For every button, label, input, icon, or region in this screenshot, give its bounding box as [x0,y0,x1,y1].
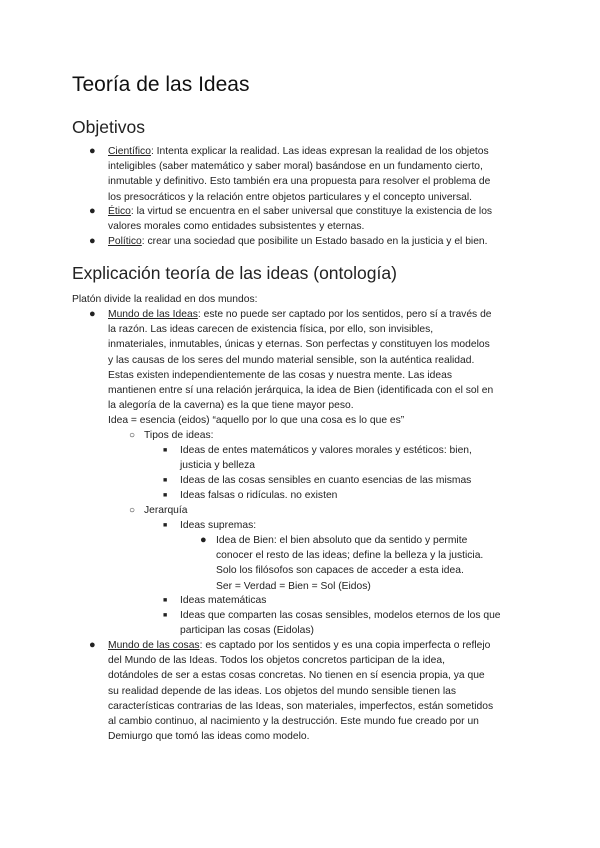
objetivo-cientifico: Científico: Intenta explicar la realidad. Las ideas expresan la realidad de los objetos inteligibles (saber matemático y saber moral) basándose en un fundamento cierto, inmutable y definitivo. Esto también era una propuesta para resolver el problema de los presocráticos y la relación entre objetos particulares y el concepto universal. [108,146,491,203]
mundo-cosas-label: Mundo de las cosas [108,640,200,651]
mundo-ideas-label: Mundo de las Ideas [108,309,198,320]
tipo-item: Ideas de entes matemáticos y valores morales y estéticos: bien, justicia y belleza [180,445,472,472]
bullet-square: ■ [163,522,168,529]
bullet-dot: ● [89,205,96,217]
bullet-dot: ● [89,145,96,157]
ideas-supremas: Ideas supremas: [180,520,257,531]
mundo-ideas-item: Mundo de las Ideas: este no puede ser captado por los sentidos, pero sí a través de la razón. Las ideas carecen de existencia física, por ello, son invisibles, inmateriales, inmutables, únicas y eternas. Son perfectas y constituyen los modelos y las causas de los seres del mundo material sensible, son la auténtica realidad. Estas existen independientemente de las cosas y nuestra mente. Las ideas mantienen entre sí una relación jerárquica, la idea de Bien (identificada con el sol en la alegoría de la caverna) es la que tiene mayor peso. Idea = esencia (eidos) “aquello por lo que una cosa es lo que es” [108,309,494,427]
bullet-dot: ● [89,639,96,651]
intro-paragraph: Platón divide la realidad en dos mundos: [72,294,258,305]
page-title: Teoría de las Ideas [72,73,250,96]
objetivo-politico: Político: crear una sociedad que posibilite un Estado basado en la justicia y el bien. [108,236,488,247]
tipos-label: Tipos de ideas: [144,430,214,441]
bullet-dot: ● [89,235,96,247]
bullet-dot: ● [89,308,96,320]
bullet-circle: ○ [129,430,136,441]
objetivo-label: Político [108,236,142,247]
idea-de-bien: Idea de Bien: el bien absoluto que da sentido y permite conocer el resto de las ideas; define la belleza y la justicia. Solo los filósofos son capaces de acceder a esta idea. Ser = Verdad = Bien = Sol (Eidos) [216,535,484,592]
bullet-square: ■ [163,597,168,604]
objetivo-label: Científico [108,146,151,157]
objetivo-label: Ético [108,206,131,217]
tipo-item: Ideas de las cosas sensibles en cuanto esencias de las mismas [180,475,472,486]
objetivos-heading: Objetivos [72,117,145,137]
bullet-square: ■ [163,477,168,484]
jerarquia-label: Jerarquía [144,505,188,516]
bullet-square: ■ [163,612,168,619]
tipo-item: Ideas falsas o ridículas. no existen [180,490,338,501]
bullet-square: ■ [163,447,168,454]
bullet-dot: ● [200,534,207,546]
mundo-cosas-item: Mundo de las cosas: es captado por los sentidos y es una copia imperfecta o reflejo del Mundo de las Ideas. Todos los objetos concretos participan de la idea, dotándoles de ser a estas cosas concretas. No tienen en sí esencia propia, ya que su realidad depende de las ideas. Los objetos del mundo sensible tienen las características contrarias de las Ideas, son materiales, imperfectos, están sometidos al cambio continuo, al nacimiento y la destrucción. Este mundo fue creado por un Demiurgo que tomó las ideas como modelo. [108,640,494,743]
ideas-comparten: Ideas que comparten las cosas sensibles, modelos eternos de los que participan las cosas (Eidolas) [180,610,501,637]
ideas-matematicas: Ideas matemáticas [180,595,267,606]
bullet-square: ■ [163,492,168,499]
explicacion-heading: Explicación teoría de las ideas (ontología) [72,263,397,283]
bullet-circle: ○ [129,505,136,516]
objetivo-etico: Ético: la virtud se encuentra en el saber universal que constituye la existencia de los valores morales como entidades subsistentes y eternas. [108,206,493,233]
